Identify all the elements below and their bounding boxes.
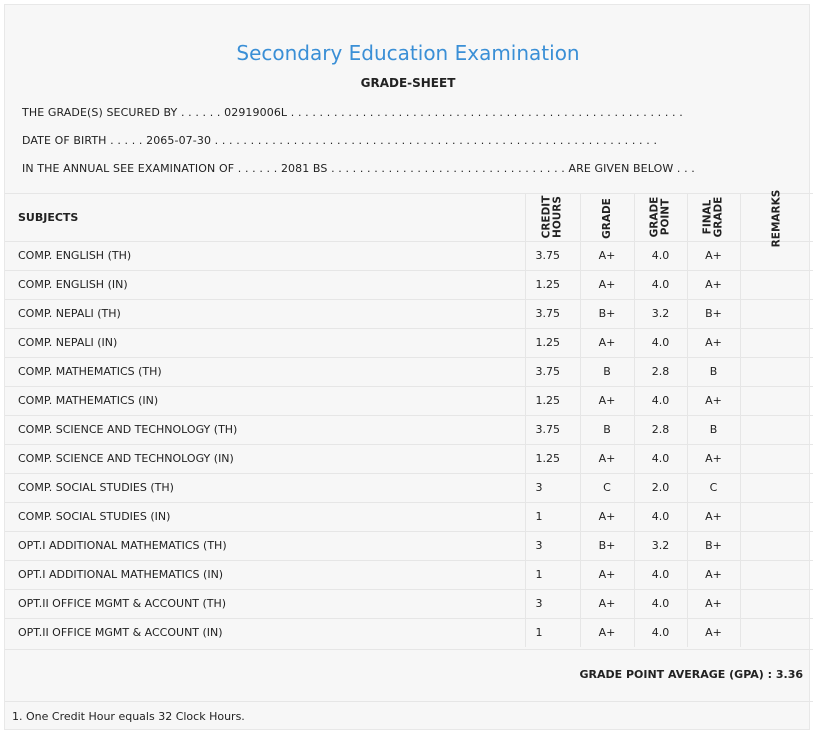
cell-grade-point: 4.0 [634,328,687,357]
table-row [5,589,813,618]
info-exam-label: IN THE ANNUAL SEE EXAMINATION OF [22,162,235,175]
cell-grade-point: 3.2 [634,299,687,328]
cell-credit-hours: 1.25 [525,270,580,299]
cell-grade: B+ [580,531,634,560]
cell-grade-point: 4.0 [634,241,687,270]
grade-sheet [4,4,810,730]
cell-subject: OPT.I ADDITIONAL MATHEMATICS (IN) [5,560,525,589]
cell-grade: A+ [580,241,634,270]
header-grade-point: GRADE POINT [634,194,687,241]
cell-credit-hours: 1 [525,618,580,647]
cell-remarks [740,618,813,647]
cell-subject: COMP. ENGLISH (TH) [5,241,525,270]
cell-final-grade: A+ [687,589,740,618]
cell-grade: A+ [580,270,634,299]
cell-remarks [740,473,813,502]
header-subjects: SUBJECTS [18,210,79,224]
info-dob-value: 2065-07-30 [146,134,212,147]
cell-credit-hours: 3.75 [525,241,580,270]
footnote: 1. One Credit Hour equals 32 Clock Hours. [12,710,245,723]
cell-final-grade: C [687,473,740,502]
cell-remarks [740,299,813,328]
table-row [5,473,813,502]
table-row [5,502,813,531]
cell-remarks [740,589,813,618]
cell-subject: COMP. NEPALI (IN) [5,328,525,357]
cell-credit-hours: 1.25 [525,444,580,473]
cell-remarks [740,386,813,415]
table-row [5,270,813,299]
info-secured-by-label: THE GRADE(S) SECURED BY [22,106,178,119]
cell-grade-point: 4.0 [634,444,687,473]
header-final-grade: FINAL GRADE [701,196,725,238]
gpa-summary: GRADE POINT AVERAGE (GPA) : 3.36 [579,668,803,681]
info-exam-suffix: ARE GIVEN BELOW [568,162,674,175]
grades-table-wrap [5,189,813,647]
cell-subject: COMP. SOCIAL STUDIES (IN) [5,502,525,531]
cell-grade-point: 2.8 [634,357,687,386]
cell-grade-point: 4.0 [634,560,687,589]
table-header-row [5,194,813,241]
info-exam: IN THE ANNUAL SEE EXAMINATION OF . . . . . . 2081 BS . . . . . . . . . . . . . . . . . . . . . . . . . . . . . . . . . ARE GIVEN BELOW . . . [22,162,695,175]
cell-grade-point: 4.0 [634,386,687,415]
cell-final-grade: B [687,357,740,386]
table-row [5,357,813,386]
cell-credit-hours: 1.25 [525,386,580,415]
cell-subject: COMP. SCIENCE AND TECHNOLOGY (TH) [5,415,525,444]
info-exam-value: 2081 BS [280,162,328,175]
cell-grade: B [580,357,634,386]
cell-final-grade: A+ [687,618,740,647]
header-grade: GRADE [600,197,613,239]
cell-grade-point: 4.0 [634,589,687,618]
cell-final-grade: B [687,415,740,444]
cell-remarks [740,502,813,531]
table-row [5,328,813,357]
cell-subject: COMP. ENGLISH (IN) [5,270,525,299]
cell-final-grade: B+ [687,531,740,560]
cell-grade: C [580,473,634,502]
cell-subject: COMP. SCIENCE AND TECHNOLOGY (IN) [5,444,525,473]
gpa-box [5,649,813,701]
cell-subject: COMP. MATHEMATICS (TH) [5,357,525,386]
info-dob-label: DATE OF BIRTH [22,134,107,147]
cell-credit-hours: 3.75 [525,299,580,328]
cell-final-grade: B+ [687,299,740,328]
cell-final-grade: A+ [687,444,740,473]
cell-remarks [740,560,813,589]
cell-grade-point: 4.0 [634,618,687,647]
cell-subject: OPT.II OFFICE MGMT & ACCOUNT (IN) [5,618,525,647]
table-row [5,560,813,589]
page-subtitle: GRADE-SHEET [360,76,456,90]
cell-subject: COMP. SOCIAL STUDIES (TH) [5,473,525,502]
cell-grade-point: 2.8 [634,415,687,444]
cell-remarks [740,328,813,357]
cell-credit-hours: 3 [525,473,580,502]
cell-subject: OPT.II OFFICE MGMT & ACCOUNT (TH) [5,589,525,618]
cell-subject: COMP. NEPALI (TH) [5,299,525,328]
table-row [5,299,813,328]
cell-credit-hours: 1 [525,502,580,531]
table-row [5,386,813,415]
cell-final-grade: A+ [687,386,740,415]
header-remarks: REMARKS [740,194,813,241]
cell-grade-point: 4.0 [634,270,687,299]
cell-final-grade: A+ [687,241,740,270]
cell-final-grade: A+ [687,328,740,357]
info-dob: DATE OF BIRTH . . . . . 2065-07-30 . . . . . . . . . . . . . . . . . . . . . . . . . . . . . . . . . . . . . . . . . . . . . . . . . . . . . . . . . . . . . . [22,134,658,147]
cell-credit-hours: 1 [525,560,580,589]
cell-grade: A+ [580,560,634,589]
cell-credit-hours: 3.75 [525,415,580,444]
page-title: Secondary Education Examination [236,41,580,65]
cell-grade: A+ [580,386,634,415]
cell-remarks [740,531,813,560]
cell-remarks [740,357,813,386]
cell-subject: OPT.I ADDITIONAL MATHEMATICS (TH) [5,531,525,560]
cell-remarks [740,415,813,444]
cell-credit-hours: 3.75 [525,357,580,386]
header-credit-hours: CREDIT HOURS [525,194,580,241]
cell-grade: A+ [580,589,634,618]
table-row [5,415,813,444]
grades-table-body [5,241,813,647]
cell-remarks [740,444,813,473]
grades-table [5,189,813,647]
table-row [5,618,813,647]
cell-credit-hours: 3 [525,531,580,560]
cell-final-grade: A+ [687,560,740,589]
table-row [5,241,813,270]
cell-grade: A+ [580,328,634,357]
cell-grade-point: 2.0 [634,473,687,502]
cell-credit-hours: 1.25 [525,328,580,357]
footnote-divider [5,701,813,702]
cell-credit-hours: 3 [525,589,580,618]
cell-grade: B [580,415,634,444]
info-secured-by: THE GRADE(S) SECURED BY . . . . . . 02919006L . . . . . . . . . . . . . . . . . . . . . . . . . . . . . . . . . . . . . . . . . . . . . . . . . . . . . . . [22,106,683,119]
cell-grade-point: 3.2 [634,531,687,560]
table-row [5,444,813,473]
cell-grade: A+ [580,444,634,473]
cell-grade: A+ [580,618,634,647]
cell-grade-point: 4.0 [634,502,687,531]
cell-final-grade: A+ [687,502,740,531]
cell-remarks [740,270,813,299]
cell-grade: A+ [580,502,634,531]
info-secured-by-value: 02919006L [224,106,288,119]
cell-final-grade: A+ [687,270,740,299]
table-row [5,531,813,560]
cell-subject: COMP. MATHEMATICS (IN) [5,386,525,415]
cell-grade: B+ [580,299,634,328]
